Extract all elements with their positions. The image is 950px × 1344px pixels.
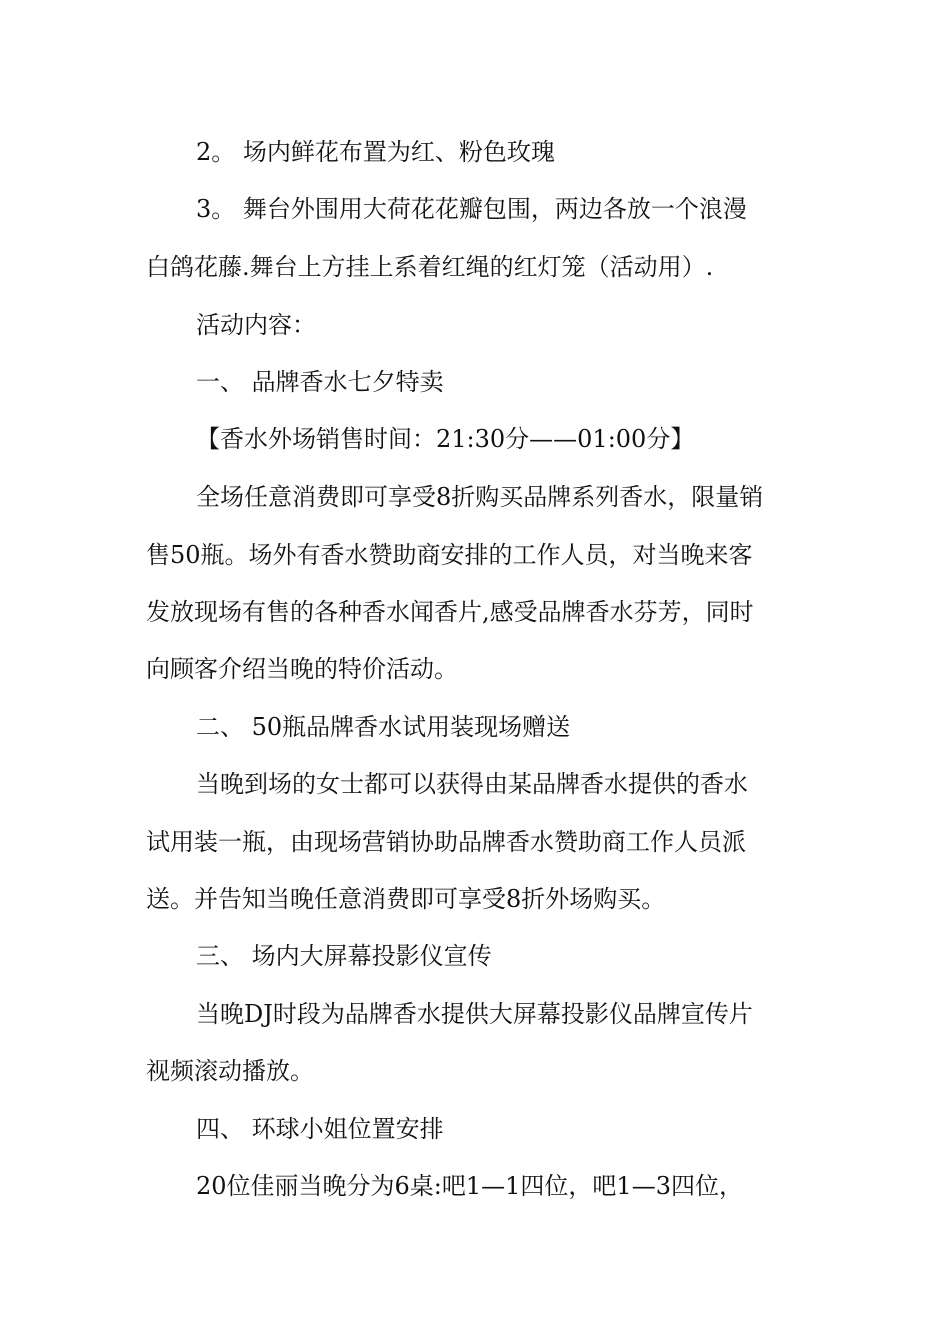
list-item-2: 2。 场内鲜花布置为红、粉色玫瑰 xyxy=(196,138,555,166)
item-heading-4: 四、 环球小姐位置安排 xyxy=(196,1115,444,1143)
paragraph-line: 发放现场有售的各种香水闻香片,感受品牌香水芬芳，同时 xyxy=(146,598,754,626)
paragraph-line: 20位佳丽当晚分为6桌:吧1—1四位，吧1—3四位， xyxy=(196,1172,743,1200)
paragraph-line: 全场任意消费即可享受8折购买品牌系列香水，限量销 xyxy=(196,483,764,511)
list-item-3: 3。 舞台外围用大荷花花瓣包围，两边各放一个浪漫 xyxy=(196,195,747,223)
item-heading-3: 三、 场内大屏幕投影仪宣传 xyxy=(196,942,492,970)
paragraph-line: 当晚DJ时段为品牌香水提供大屏幕投影仪品牌宣传片 xyxy=(196,1000,753,1028)
sale-time-note: 【香水外场销售时间：21:30分——01:00分】 xyxy=(196,425,695,453)
paragraph-line: 白鸽花藤.舞台上方挂上系着红绳的红灯笼（活动用）. xyxy=(146,253,714,281)
item-heading-1: 一、 品牌香水七夕特卖 xyxy=(196,368,444,396)
section-heading: 活动内容： xyxy=(196,311,316,339)
paragraph-line: 售50瓶。场外有香水赞助商安排的工作人员，对当晚来客 xyxy=(146,541,753,569)
paragraph-line: 送。并告知当晚任意消费即可享受8折外场购买。 xyxy=(146,885,666,913)
paragraph-line: 当晚到场的女士都可以获得由某品牌香水提供的香水 xyxy=(196,770,748,798)
item-heading-2: 二、 50瓶品牌香水试用装现场赠送 xyxy=(196,713,571,741)
paragraph-line: 视频滚动播放。 xyxy=(146,1057,314,1085)
paragraph-line: 试用装一瓶，由现场营销协助品牌香水赞助商工作人员派 xyxy=(146,828,746,856)
paragraph-line: 向顾客介绍当晚的特价活动。 xyxy=(146,655,458,683)
